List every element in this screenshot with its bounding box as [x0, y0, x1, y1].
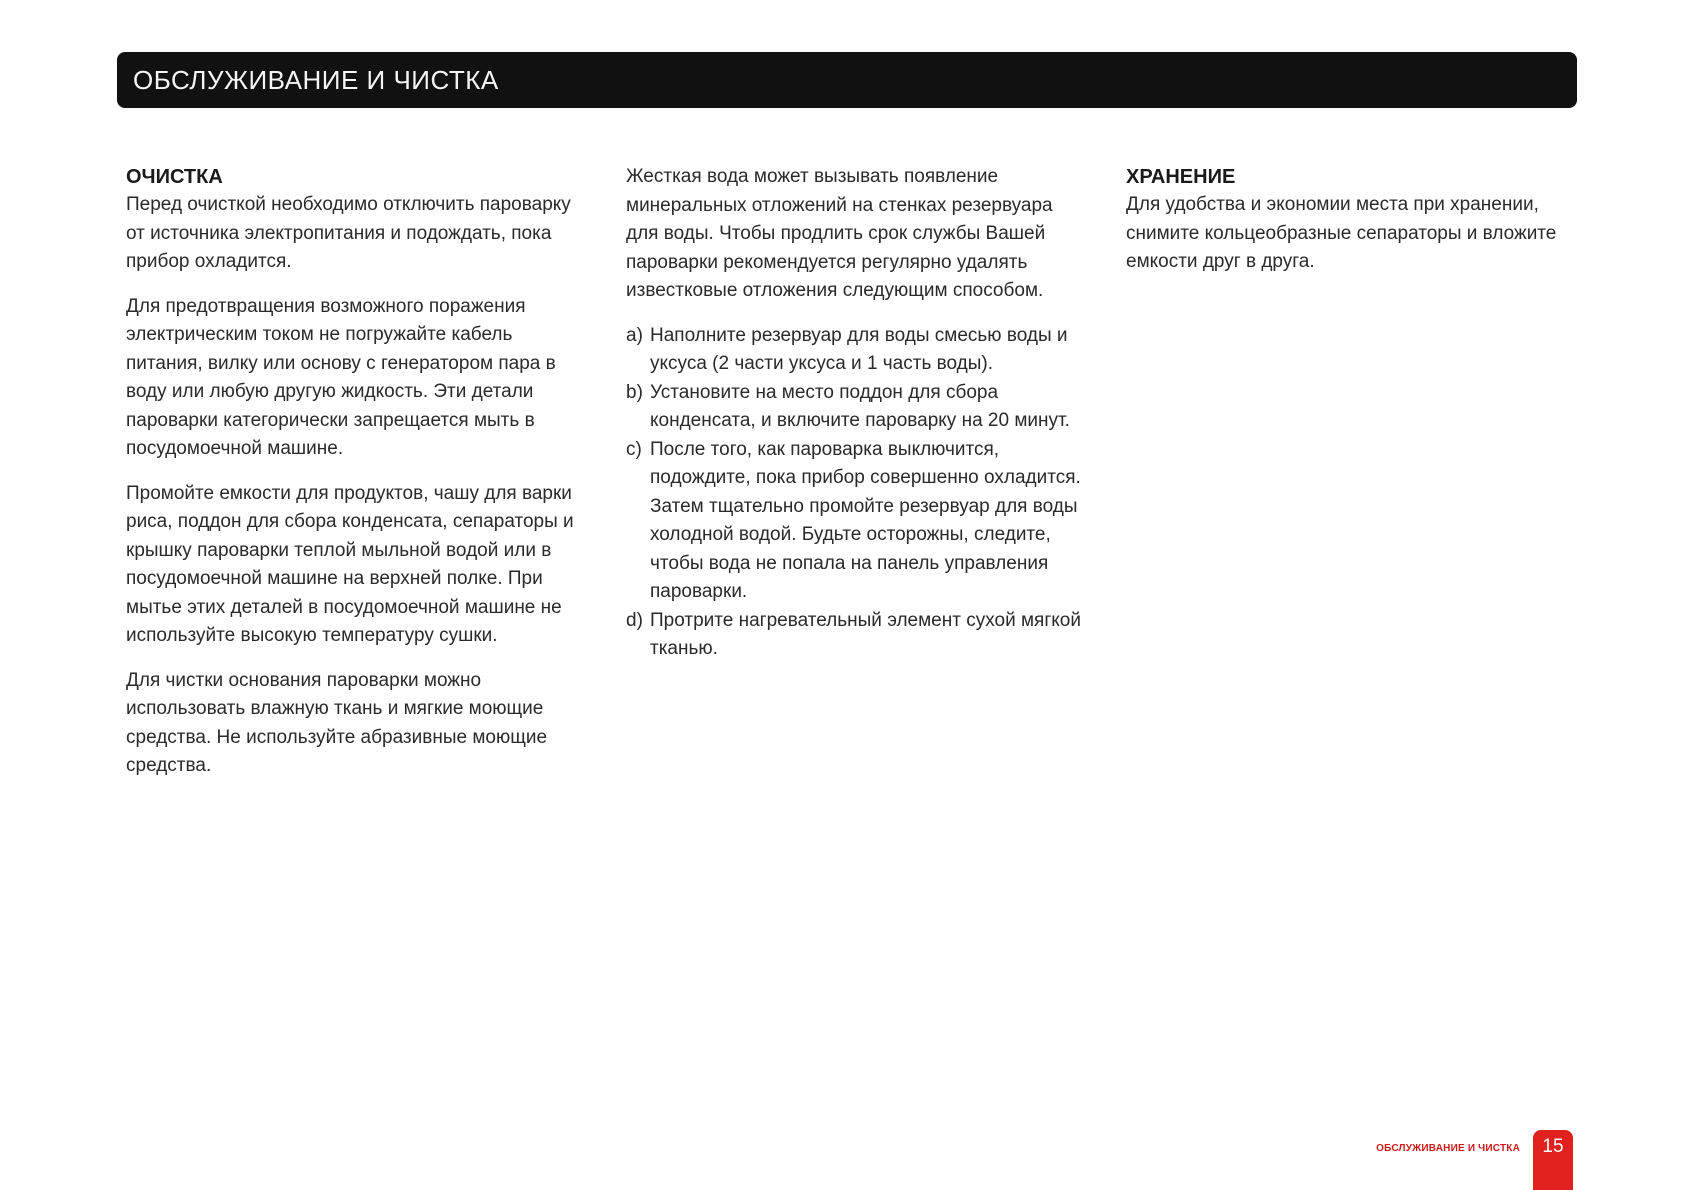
descaling-steps-list	[626, 322, 1086, 664]
footer-section-label: ОБСЛУЖИВАНИЕ И ЧИСТКА	[1376, 1143, 1520, 1154]
section-header-bar	[117, 52, 1577, 108]
storage-paragraph: Для удобства и экономии места при хранении, снимите кольцеобразные сепараторы и вложите емкости друг в друга.	[1126, 194, 1557, 272]
cleaning-heading: ОЧИСТКА	[126, 166, 223, 188]
step-text: Наполните резервуар для воды смесью воды и уксуса (2 части уксуса и 1 часть воды).	[650, 324, 1068, 374]
descaling-step	[626, 379, 1086, 436]
step-text: Установите на место поддон для сбора конденсата, и включите пароварку на 20 минут.	[650, 381, 1070, 431]
descaling-intro: Жесткая вода может вызывать появление минеральных отложений на стенках резервуара для воды. Чтобы продлить срок службы Вашей пароварки рекомендуется регулярно удалять известковые отложения следующим способом.	[626, 166, 1053, 301]
section-title: ОБСЛУЖИВАНИЕ И ЧИСТКА	[133, 65, 499, 95]
cleaning-paragraph: Промойте емкости для продуктов, чашу для варки риса, поддон для сбора конденсата, сепараторы и крышку пароварки теплой мыльной водой или в посудомоечной машине на верхней полке. При мытье этих деталей в посудомоечной машине не используйте высокую температуру сушки.	[126, 482, 574, 646]
descaling-column	[626, 163, 1086, 664]
descaling-step	[626, 607, 1086, 664]
step-marker: a)	[626, 324, 643, 346]
step-text: Протрите нагревательный элемент сухой мягкой тканью.	[650, 609, 1081, 659]
step-text: После того, как пароварка выключится, подождите, пока прибор совершенно охладится. Затем тщательно промойте резервуар для воды холодной водой. Будьте осторожны, следите, чтобы вода не попала на панель управления пароварки.	[650, 438, 1081, 602]
step-marker: d)	[626, 609, 643, 631]
descaling-step	[626, 322, 1086, 379]
storage-column	[1126, 163, 1586, 293]
page-number-tab	[1533, 1130, 1573, 1190]
descaling-step	[626, 436, 1086, 607]
cleaning-paragraph: Перед очисткой необходимо отключить пароварку от источника электропитания и подождать, пока прибор охладится.	[126, 194, 571, 272]
step-marker: c)	[626, 438, 642, 460]
cleaning-paragraph: Для предотвращения возможного поражения электрическим током не погружайте кабель питания, вилку или основу с генератором пара в воду или любую другую жидкость. Эти детали пароварки категорически запрещается мыть в посудомоечной машине.	[126, 295, 556, 459]
cleaning-column	[126, 163, 586, 797]
step-marker: b)	[626, 381, 643, 403]
storage-heading: ХРАНЕНИЕ	[1126, 166, 1236, 188]
cleaning-paragraph: Для чистки основания пароварки можно использовать влажную ткань и мягкие моющие средства. Не используйте абразивные моющие средства.	[126, 669, 548, 776]
page-number: 15	[1542, 1136, 1564, 1157]
